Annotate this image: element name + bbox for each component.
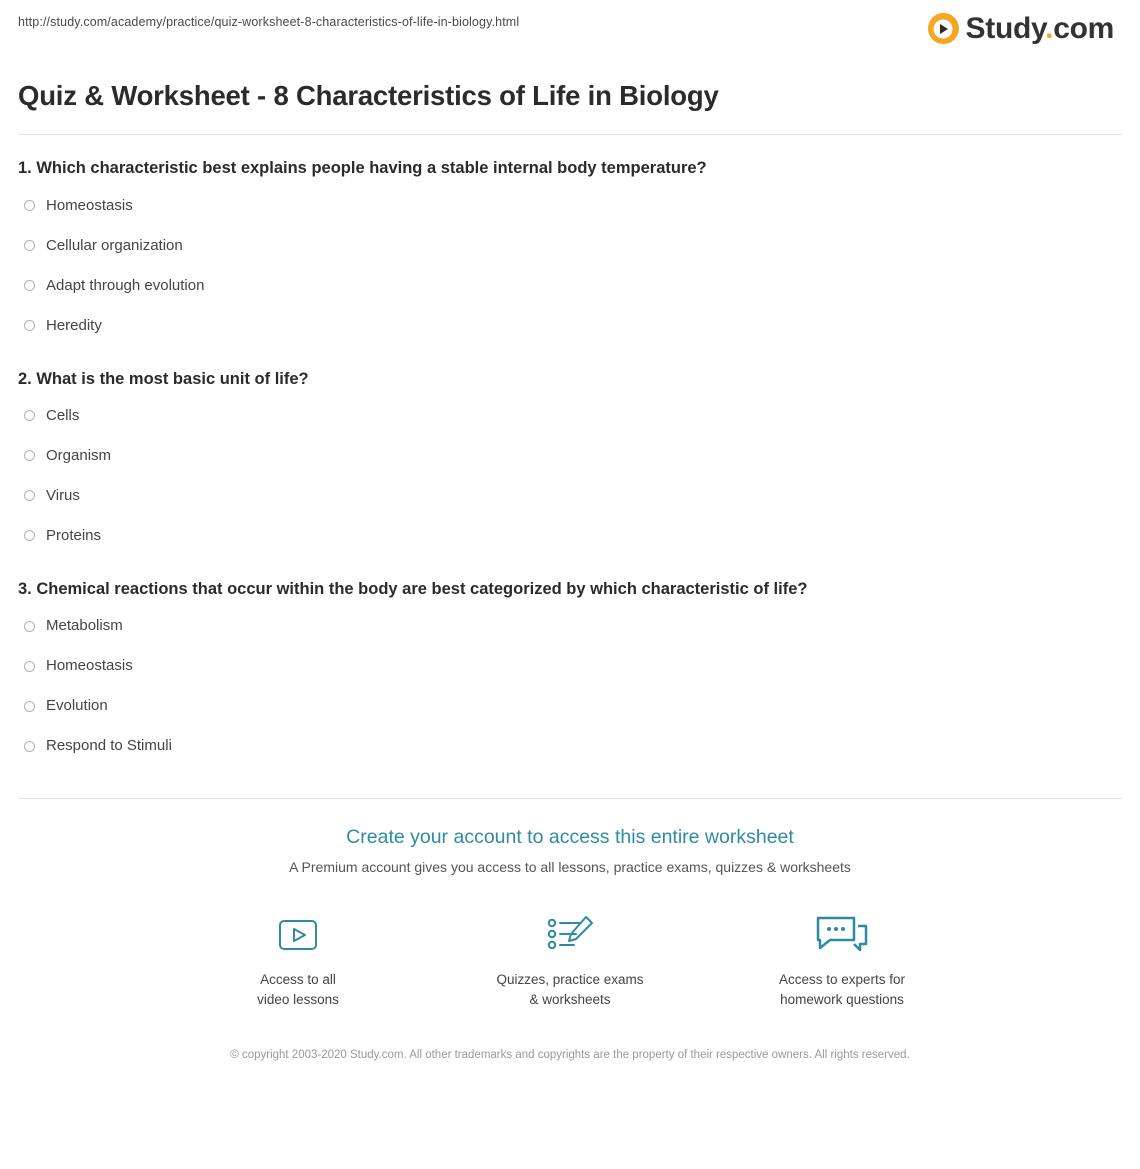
radio-button-icon[interactable] xyxy=(24,200,35,211)
question-text: 1. Which characteristic best explains people having a stable internal body temperature? xyxy=(18,159,707,178)
feature-video-lessons xyxy=(218,911,378,1009)
feature-text-line2: video lessons xyxy=(257,991,339,1007)
answer-options xyxy=(18,186,1122,346)
radio-button-icon[interactable] xyxy=(24,280,35,291)
logo-tld: com xyxy=(1053,11,1114,45)
radio-button-icon[interactable] xyxy=(24,320,35,331)
logo-name: Study xyxy=(965,11,1046,45)
feature-text-line1: Access to all xyxy=(260,972,336,988)
feature-text-line2: homework questions xyxy=(780,991,904,1007)
feature-quizzes xyxy=(490,911,650,1009)
promo-headline[interactable]: Create your account to access this entire worksheet xyxy=(346,826,794,849)
play-circle-icon xyxy=(928,13,959,44)
radio-button-icon[interactable] xyxy=(24,530,35,541)
logo-dot: . xyxy=(1045,11,1054,45)
answer-label: Proteins xyxy=(46,526,102,544)
answer-label: Heredity xyxy=(46,316,102,334)
answer-label: Cellular organization xyxy=(46,236,183,254)
question-block xyxy=(18,135,1122,345)
feature-experts xyxy=(762,911,922,1009)
radio-button-icon[interactable] xyxy=(24,410,35,421)
page-header xyxy=(0,0,1140,44)
question-block xyxy=(18,556,1122,766)
site-logo[interactable] xyxy=(928,13,1122,44)
answer-option[interactable] xyxy=(18,516,1122,556)
answer-option[interactable] xyxy=(18,306,1122,346)
question-text: 2. What is the most basic unit of life? xyxy=(18,369,309,388)
questions-list xyxy=(0,135,1140,766)
answer-option[interactable] xyxy=(18,726,1122,766)
question-block xyxy=(18,346,1122,556)
page-title: Quiz & Worksheet - 8 Characteristics of Life in Biology xyxy=(18,80,719,112)
promo-subhead: A Premium account gives you access to all lessons, practice exams, quizzes & worksheets xyxy=(289,859,851,876)
answer-option[interactable] xyxy=(18,396,1122,436)
answer-label: Respond to Stimuli xyxy=(46,737,172,755)
video-player-icon xyxy=(218,911,378,959)
answer-options xyxy=(18,606,1122,766)
answer-label: Cells xyxy=(46,406,80,424)
question-text: 3. Chemical reactions that occur within the body are best categorized by which characteristic of life? xyxy=(18,579,808,598)
answer-label: Evolution xyxy=(46,697,108,715)
promo-features xyxy=(0,911,1140,1009)
answer-option[interactable] xyxy=(18,646,1122,686)
radio-button-icon[interactable] xyxy=(24,450,35,461)
answer-label: Adapt through evolution xyxy=(46,276,205,294)
copyright-text: © copyright 2003-2020 Study.com. All other trademarks and copyrights are the property of their respective owners. All rights reserved. xyxy=(230,1049,910,1062)
url-text: http://study.com/academy/practice/quiz-worksheet-8-characteristics-of-life-in-biology.html xyxy=(18,15,520,29)
answer-option[interactable] xyxy=(18,606,1122,646)
answer-options xyxy=(18,396,1122,556)
answer-option[interactable] xyxy=(18,436,1122,476)
chat-bubble-icon xyxy=(762,911,922,959)
answer-label: Metabolism xyxy=(46,617,123,635)
answer-option[interactable] xyxy=(18,686,1122,726)
feature-text-line1: Access to experts for xyxy=(778,972,906,988)
radio-button-icon[interactable] xyxy=(24,701,35,712)
answer-label: Homeostasis xyxy=(46,657,133,675)
answer-label: Virus xyxy=(46,486,80,504)
radio-button-icon[interactable] xyxy=(24,240,35,251)
answer-option[interactable] xyxy=(18,476,1122,516)
logo-wordmark xyxy=(965,11,1114,45)
answer-option[interactable] xyxy=(18,226,1122,266)
answer-option[interactable] xyxy=(18,186,1122,226)
radio-button-icon[interactable] xyxy=(24,621,35,632)
quiz-checklist-pencil-icon xyxy=(490,911,650,959)
answer-label: Homeostasis xyxy=(46,196,133,214)
feature-text-line1: Quizzes, practice exams xyxy=(496,972,644,988)
promo-section xyxy=(0,799,1140,1088)
feature-text-line2: & worksheets xyxy=(529,991,611,1007)
answer-option[interactable] xyxy=(18,266,1122,306)
answer-label: Organism xyxy=(46,446,112,464)
radio-button-icon[interactable] xyxy=(24,741,35,752)
radio-button-icon[interactable] xyxy=(24,661,35,672)
radio-button-icon[interactable] xyxy=(24,490,35,501)
